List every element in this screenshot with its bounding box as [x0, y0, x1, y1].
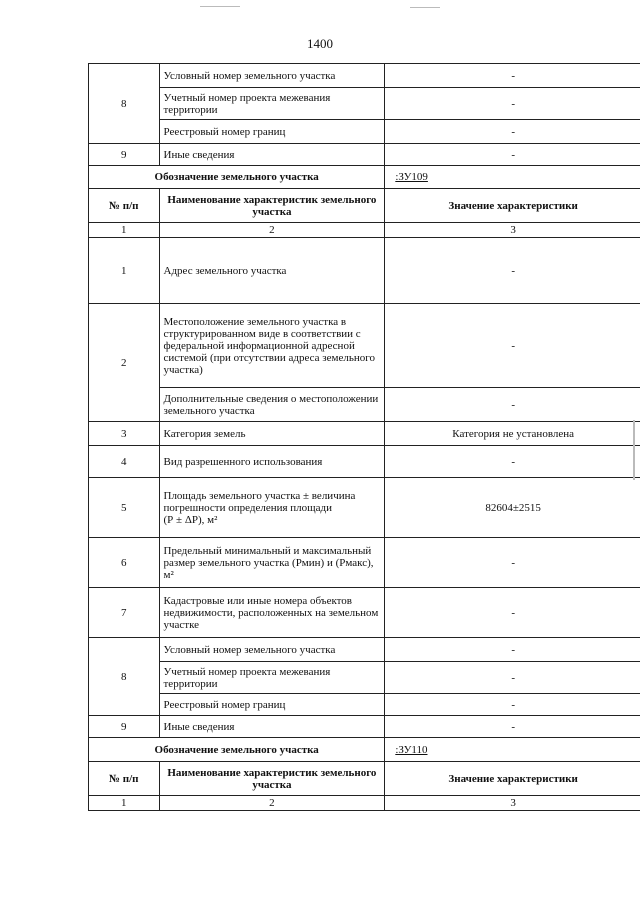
scan-speck [633, 420, 635, 480]
table-row [89, 388, 640, 422]
header-value: Значение характеристики [385, 762, 640, 796]
row-label: Реестровый номер границ [159, 694, 385, 716]
scan-speck [200, 6, 240, 7]
row-label: Предельный минимальный и максимальный размер земельного участка (Рмин) и (Рмакс), м² [159, 538, 385, 588]
table-row [89, 716, 640, 738]
row-value: 82604±2515 [385, 478, 640, 538]
row-value: - [385, 304, 640, 388]
designation-row [89, 166, 640, 189]
row-label: Учетный номер проекта межевания территории [159, 88, 385, 120]
row-label: Учетный номер проекта межевания территории [159, 662, 385, 694]
table-row [89, 144, 640, 166]
index-row [89, 796, 640, 811]
table-row [89, 422, 640, 446]
index-row [89, 223, 640, 238]
row-number: 4 [89, 446, 160, 478]
row-label: Вид разрешенного использования [159, 446, 385, 478]
header-name: Наименование характеристик земельного участка [159, 762, 385, 796]
designation-label: Обозначение земельного участка [89, 166, 385, 189]
row-value: - [385, 538, 640, 588]
table-row [89, 64, 640, 88]
table-row [89, 538, 640, 588]
row-number: 1 [89, 238, 160, 304]
index-cell: 2 [159, 223, 385, 238]
index-cell: 1 [89, 223, 160, 238]
row-number: 9 [89, 144, 160, 166]
page-number: 1400 [307, 36, 333, 51]
row-label: Кадастровые или иные номера объектов недвижимости, расположенных на земельном участке [159, 588, 385, 638]
row-label: Иные сведения [159, 144, 385, 166]
row-value: - [385, 716, 640, 738]
row-number: 7 [89, 588, 160, 638]
row-value: - [385, 88, 640, 120]
row-value: Категория не установлена [385, 422, 640, 446]
table-row [89, 446, 640, 478]
row-value: - [385, 144, 640, 166]
row-value: - [385, 662, 640, 694]
row-number: 3 [89, 422, 160, 446]
table-row [89, 478, 640, 538]
land-plot-table [88, 63, 640, 811]
row-number: 5 [89, 478, 160, 538]
designation-code: :ЗУ110 [385, 738, 640, 762]
row-number: 9 [89, 716, 160, 738]
row-label: Местоположение земельного участка в структурированном виде в соответствии с федеральной информационной адресной системой (при отсутствии адреса земельного участка) [159, 304, 385, 388]
header-row [89, 189, 640, 223]
header-row [89, 762, 640, 796]
scan-speck [410, 7, 440, 8]
table-row [89, 662, 640, 694]
row-value: - [385, 64, 640, 88]
row-value: - [385, 638, 640, 662]
row-label: Категория земель [159, 422, 385, 446]
table-row [89, 638, 640, 662]
row-label: Условный номер земельного участка [159, 638, 385, 662]
row-value: - [385, 446, 640, 478]
header-value: Значение характеристики [385, 189, 640, 223]
row-value: - [385, 388, 640, 422]
row-value: - [385, 694, 640, 716]
header-num: № п/п [89, 762, 160, 796]
index-cell: 3 [385, 796, 640, 811]
row-number: 8 [89, 64, 160, 144]
row-label [159, 478, 385, 538]
designation-code: :ЗУ109 [385, 166, 640, 189]
row-label: Дополнительные сведения о местоположении земельного участка [159, 388, 385, 422]
designation-row [89, 738, 640, 762]
designation-label: Обозначение земельного участка [89, 738, 385, 762]
header-num: № п/п [89, 189, 160, 223]
row-value: - [385, 238, 640, 304]
area-formula: (Р ± ΔР), м² [163, 513, 218, 526]
table-row [89, 588, 640, 638]
row-label: Реестровый номер границ [159, 120, 385, 144]
row-number: 2 [89, 304, 160, 422]
table-row [89, 238, 640, 304]
index-cell: 2 [159, 796, 385, 811]
area-label: Площадь земельного участка ± величина погрешности определения площади [163, 489, 356, 514]
table-row [89, 694, 640, 716]
index-cell: 3 [385, 223, 640, 238]
index-cell: 1 [89, 796, 160, 811]
row-label: Условный номер земельного участка [159, 64, 385, 88]
row-label: Иные сведения [159, 716, 385, 738]
row-label: Адрес земельного участка [159, 238, 385, 304]
table-row [89, 120, 640, 144]
header-name: Наименование характеристик земельного участка [159, 189, 385, 223]
table-row [89, 304, 640, 388]
row-value: - [385, 588, 640, 638]
row-number: 8 [89, 638, 160, 716]
row-value: - [385, 120, 640, 144]
row-number: 6 [89, 538, 160, 588]
table-row [89, 88, 640, 120]
